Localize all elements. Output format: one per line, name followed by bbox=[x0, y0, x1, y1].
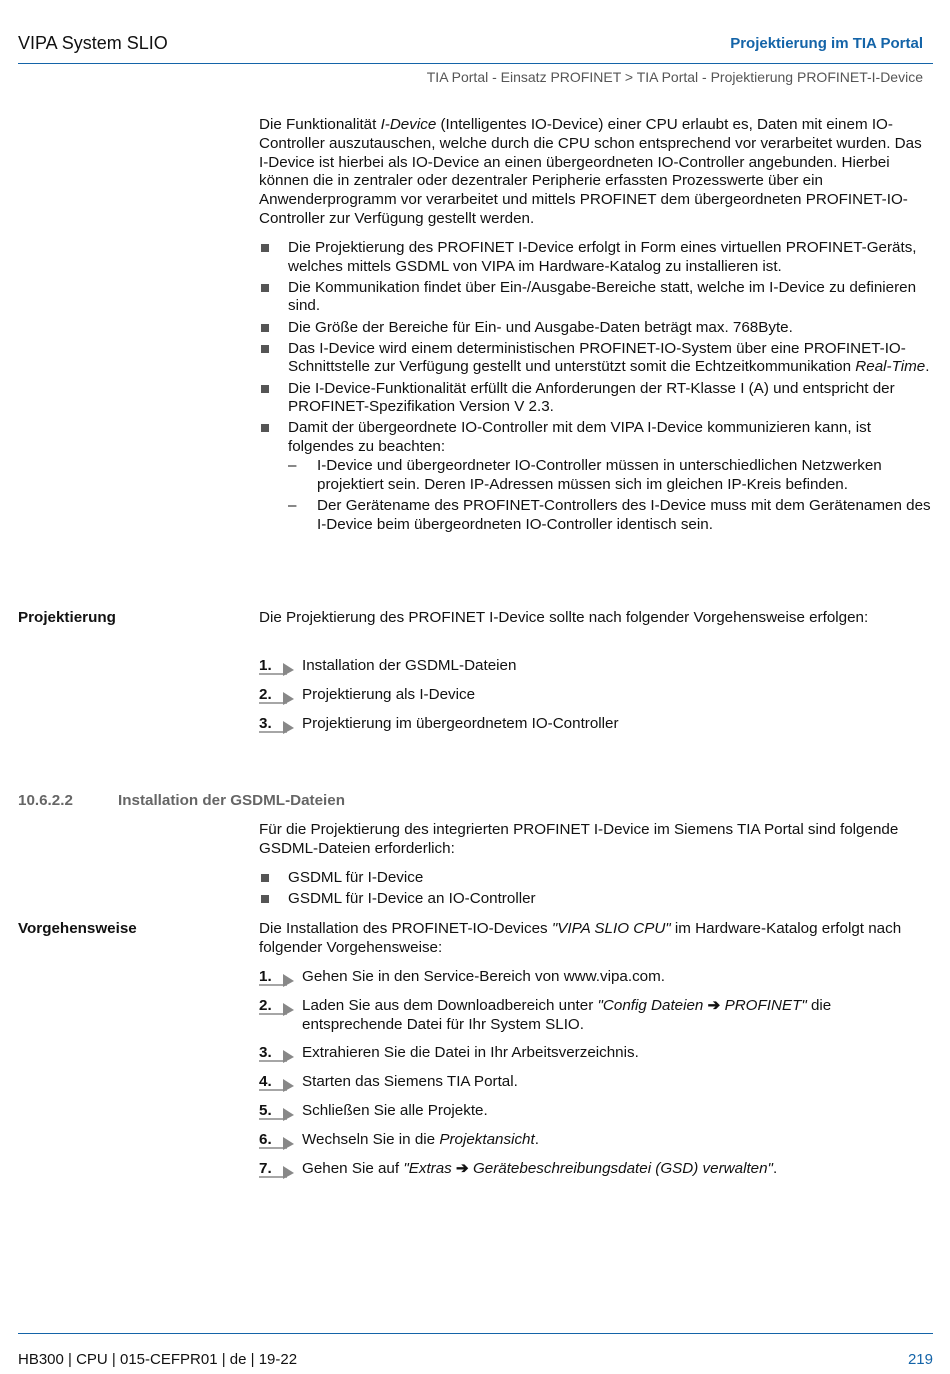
step-text: . bbox=[772, 1159, 778, 1177]
step-number: 2. bbox=[259, 996, 272, 1014]
step-text: Starten das Siemens TIA Portal. bbox=[302, 1073, 518, 1091]
step-text: Gehen Sie in den Service-Bereich von www.vipa.com. bbox=[302, 968, 665, 985]
step-item bbox=[259, 715, 931, 734]
gsdml-section bbox=[259, 821, 931, 911]
step-text: Gehen Sie auf bbox=[302, 1159, 404, 1177]
intro-bullet-list bbox=[259, 239, 931, 535]
step-item bbox=[259, 997, 931, 1035]
side-label-vorgehensweise: Vorgehensweise bbox=[18, 920, 137, 937]
list-item-text: Die Kommunikation findet über Ein-/Ausgabe-Bereiche statt, welche im I-Device zu definieren sind. bbox=[288, 278, 917, 315]
step-number: 3. bbox=[259, 1044, 272, 1062]
list-item bbox=[259, 340, 931, 378]
intro-section bbox=[259, 116, 931, 537]
sub-dash-list bbox=[288, 457, 931, 534]
step-text-em: "Config Dateien bbox=[597, 996, 708, 1014]
step-text-em: "Extras bbox=[403, 1159, 456, 1177]
sub-list-item-text: I-Device und übergeordneter IO-Controller müssen in unterschiedlichen Netzwerken projektiert sein. Deren IP-Adressen müssen sich im gleichen IP-Kreis befinden. bbox=[317, 457, 882, 493]
step-text: die entsprechende Datei für Ihr System SLIO. bbox=[302, 996, 832, 1033]
chapter-title: Projektierung im TIA Portal bbox=[730, 35, 923, 52]
step-text: Laden Sie aus dem Downloadbereich unter bbox=[302, 996, 598, 1014]
bullet-square-icon bbox=[261, 874, 269, 882]
doc-title: VIPA System SLIO bbox=[18, 33, 168, 53]
projektierung-steps bbox=[259, 657, 931, 743]
step-number: 1. bbox=[259, 968, 272, 985]
list-item bbox=[259, 279, 931, 317]
sub-list-item-text: Der Gerätename des PROFINET-Controllers des I-Device muss mit dem Gerätenamen des I-Device beim übergeordneten IO-Controller identisch sein. bbox=[317, 496, 931, 533]
intro-text-a: Die Funktionalität bbox=[259, 116, 381, 133]
list-item bbox=[259, 319, 931, 338]
vorgehensweise-text-em: "VIPA SLIO CPU" bbox=[551, 920, 671, 937]
list-item bbox=[259, 380, 931, 418]
gsdml-bullet-list bbox=[259, 869, 931, 909]
bullet-square-icon bbox=[261, 284, 269, 292]
sub-list-item bbox=[288, 457, 931, 495]
page-number: 219 bbox=[907, 1351, 933, 1368]
step-number: 5. bbox=[259, 1101, 272, 1119]
list-item bbox=[259, 869, 931, 888]
bullet-square-icon bbox=[261, 424, 269, 432]
step-text: Schließen Sie alle Projekte. bbox=[302, 1101, 488, 1119]
step-number: 2. bbox=[259, 685, 272, 703]
intro-text-em: I-Device bbox=[380, 116, 437, 133]
list-item bbox=[259, 890, 931, 909]
bullet-square-icon bbox=[261, 895, 269, 903]
breadcrumb: TIA Portal - Einsatz PROFINET > TIA Portal - Projektierung PROFINET-I-Device bbox=[426, 69, 923, 85]
step-text: Projektierung als I-Device bbox=[302, 685, 476, 703]
list-item-text: Damit der übergeordnete IO-Controller mit dem VIPA I-Device kommunizieren kann, ist folgendes zu beachten: bbox=[288, 419, 871, 456]
dash-icon: – bbox=[288, 496, 297, 514]
vorgehensweise-text-b: im Hardware-Katalog erfolgt nach folgender Vorgehensweise: bbox=[259, 920, 902, 956]
list-item-text: GSDML für I-Device bbox=[288, 868, 424, 886]
list-item-text: Die Größe der Bereiche für Ein- und Ausgabe-Daten beträgt max. 768Byte. bbox=[288, 318, 793, 336]
vorgehensweise-steps bbox=[259, 968, 931, 1188]
sub-list-item bbox=[288, 497, 931, 535]
step-item bbox=[259, 1073, 931, 1092]
step-text-em: PROFINET" bbox=[720, 996, 807, 1014]
list-item-em: Real-Time bbox=[855, 358, 926, 376]
list-item-text: GSDML für I-Device an IO-Controller bbox=[288, 889, 536, 907]
bullet-square-icon bbox=[261, 324, 269, 332]
step-item bbox=[259, 686, 931, 705]
header-divider bbox=[18, 63, 933, 64]
step-text: Wechseln Sie in die bbox=[302, 1130, 440, 1148]
step-number: 3. bbox=[259, 714, 272, 732]
step-item bbox=[259, 968, 931, 987]
menu-arrow-icon: ➔ bbox=[707, 996, 721, 1014]
step-number: 1. bbox=[259, 657, 272, 674]
intro-paragraph bbox=[259, 116, 931, 229]
step-text: Installation der GSDML-Dateien bbox=[302, 657, 517, 674]
dash-icon: – bbox=[288, 457, 297, 475]
step-number: 7. bbox=[259, 1159, 272, 1177]
step-item bbox=[259, 1160, 931, 1179]
list-item bbox=[259, 419, 931, 534]
list-item-text: Die Projektierung des PROFINET I-Device erfolgt in Form eines virtuellen PROFINET-Geräts, welches mittels GSDML von VIPA im Hardware-Katalog zu installieren ist. bbox=[288, 238, 917, 275]
bullet-square-icon bbox=[261, 345, 269, 353]
intro-text-b: (Intelligentes IO-Device) einer CPU erlaubt es, Daten mit einem IO-Controller auszutauschen, welche durch die CPU schon entsprechend vor verarbeitet wurden. Das I-Device ist hierbei als IO-Device an einen übergeordneten IO-Controller angebunden. Hierbei können die in zentraler oder dezentraler Peripherie erfassten Prozesswerte über ein Anwenderprogramm vor verarbeitet und mittels PROFINET dem übergeordneten PROFINET-IO-Controller zur Verfügung gestellt werden. bbox=[259, 116, 922, 227]
step-text: Projektierung im übergeordnetem IO-Controller bbox=[302, 714, 619, 732]
section-title: Installation der GSDML-Dateien bbox=[118, 792, 345, 809]
step-text-em: Gerätebeschreibungsdatei (GSD) verwalten" bbox=[468, 1159, 773, 1177]
footer-divider bbox=[18, 1333, 933, 1334]
vorgehensweise-text-a: Die Installation des PROFINET-IO-Devices bbox=[259, 920, 552, 937]
side-label-projektierung: Projektierung bbox=[18, 609, 116, 626]
step-text: . bbox=[534, 1130, 539, 1148]
projektierung-text: Die Projektierung des PROFINET I-Device sollte nach folgender Vorgehensweise erfolgen: bbox=[259, 609, 869, 626]
bullet-square-icon bbox=[261, 244, 269, 252]
step-text-em: Projektansicht bbox=[439, 1130, 535, 1148]
list-item-text: Die I-Device-Funktionalität erfüllt die Anforderungen der RT-Klasse I (A) und entspricht der PROFINET-Spezifikation Version V 2.3. bbox=[288, 379, 895, 416]
step-item bbox=[259, 657, 931, 676]
list-item bbox=[259, 239, 931, 277]
step-item bbox=[259, 1131, 931, 1150]
list-item-text: Das I-Device wird einem deterministischen PROFINET-IO-System über eine PROFINET-IO-Schnittstelle zur Verfügung gestellt und unterstützt somit die Echtzeitkommunikation bbox=[288, 339, 906, 376]
gsdml-paragraph: Für die Projektierung des integrierten PROFINET I-Device im Siemens TIA Portal sind folgende GSDML-Dateien erforderlich: bbox=[259, 821, 899, 857]
vorgehensweise-text bbox=[259, 920, 931, 958]
list-item-text: . bbox=[925, 358, 930, 376]
bullet-square-icon bbox=[261, 385, 269, 393]
footer-doc-id: HB300 | CPU | 015-CEFPR01 | de | 19-22 bbox=[18, 1351, 298, 1368]
step-number: 6. bbox=[259, 1130, 272, 1148]
menu-arrow-icon: ➔ bbox=[455, 1159, 469, 1177]
step-number: 4. bbox=[259, 1073, 272, 1091]
step-item bbox=[259, 1044, 931, 1063]
step-text: Extrahieren Sie die Datei in Ihr Arbeitsverzeichnis. bbox=[302, 1044, 639, 1062]
section-number: 10.6.2.2 bbox=[18, 792, 73, 809]
step-item bbox=[259, 1102, 931, 1121]
